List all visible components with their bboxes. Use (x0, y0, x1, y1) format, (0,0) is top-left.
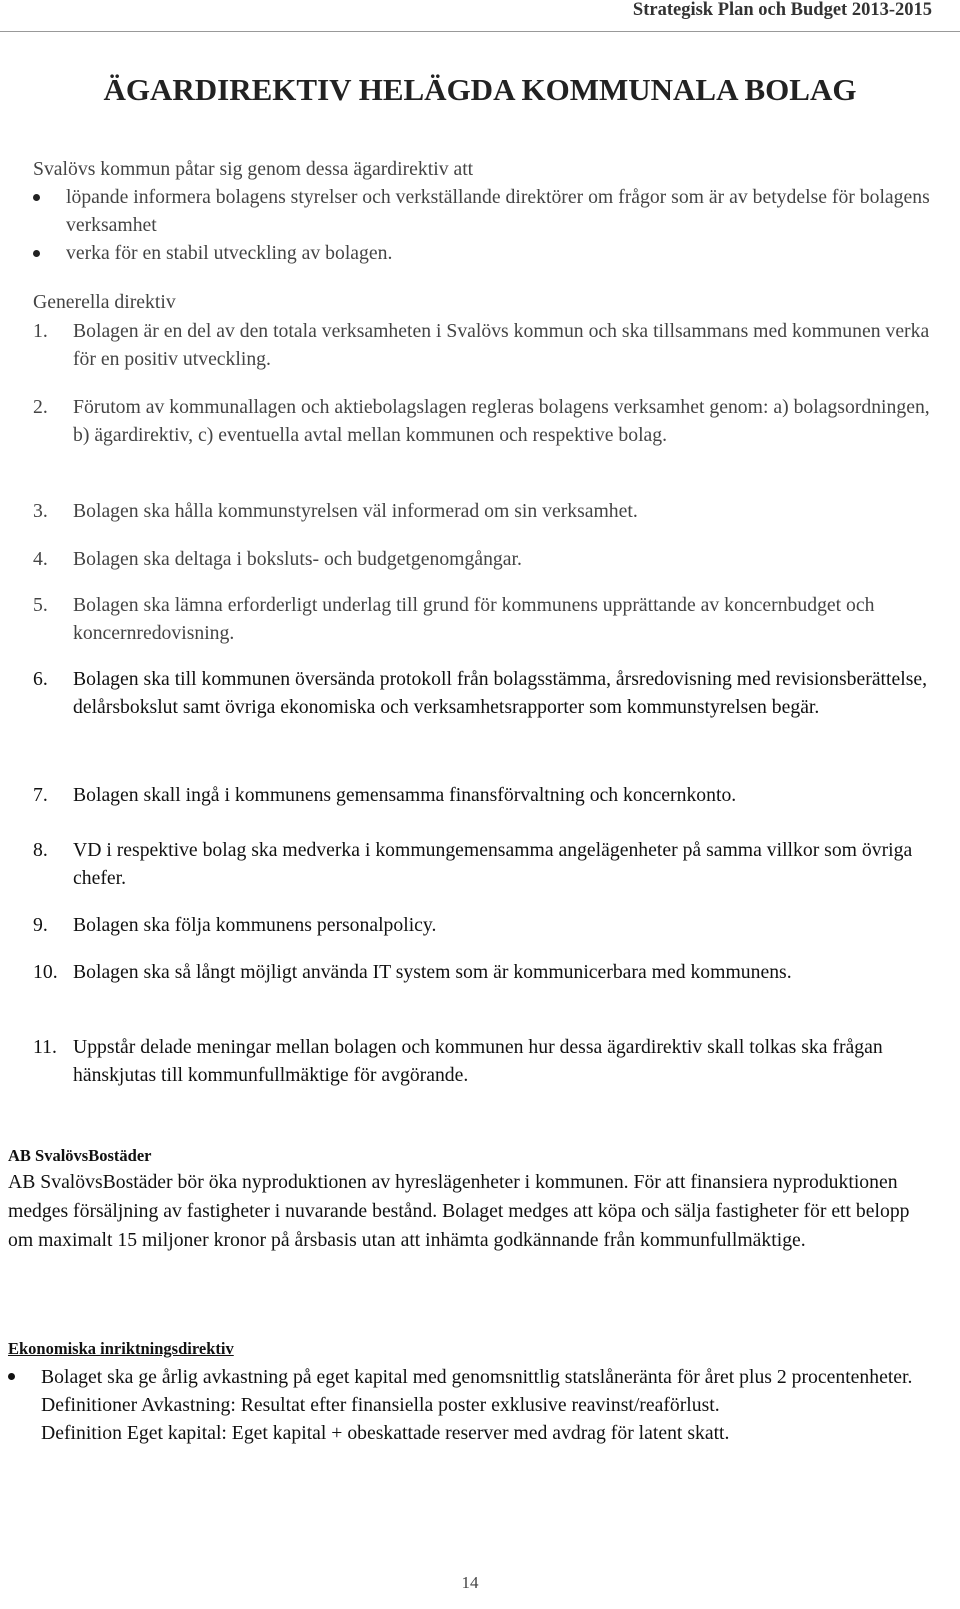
general-item-9 (33, 911, 945, 939)
intro-lead: Svalövs kommun påtar sig genom dessa ägardirektiv att (33, 158, 474, 180)
list-item (8, 1363, 938, 1391)
general-item-4 (33, 545, 945, 573)
general-item-8 (33, 836, 945, 892)
item-number: 1. (33, 320, 48, 342)
general-item-6 (33, 665, 945, 721)
intro-bullet-list (33, 183, 945, 267)
svalovsbostader-heading: AB SvalövsBostäder (8, 1146, 152, 1165)
general-item-10 (33, 958, 945, 986)
bullet-text: verka för en stabil utveckling av bolagen. (66, 242, 393, 264)
item-number: 11. (33, 1036, 57, 1058)
economic-bullet-text: Bolaget ska ge årlig avkastning på eget kapital med genomsnittlig statslåneränta för året plus 2 procentenheter. (41, 1366, 913, 1388)
running-header: Strategisk Plan och Budget 2013-2015 (632, 0, 932, 20)
svalovsbostader-paragraph (8, 1168, 938, 1255)
page-title: ÄGARDIREKTIV HELÄGDA KOMMUNALA BOLAG (103, 72, 857, 107)
item-number: 7. (33, 784, 48, 806)
item-text: Bolagen ska så långt möjligt använda IT system som är kommunicerbara med kommunens. (73, 961, 792, 983)
list-item (33, 183, 945, 239)
item-number: 3. (33, 500, 48, 522)
item-text: Bolagen ska deltaga i boksluts- och budgetgenomgångar. (73, 548, 522, 570)
general-item-7 (33, 781, 945, 809)
bullet-text: löpande informera bolagens styrelser och verkställande direktörer om frågor som är av betydelse för bolagens verksamhet (66, 186, 930, 236)
general-item-1 (33, 317, 945, 373)
page-number: 14 (461, 1573, 479, 1592)
item-number: 8. (33, 839, 48, 861)
general-item-2 (33, 393, 945, 449)
item-number: 4. (33, 548, 48, 570)
item-text: Bolagen ska lämna erforderligt underlag till grund för kommunens upprättande av koncernbudget och koncernredovisning. (73, 594, 875, 644)
item-number: 9. (33, 914, 48, 936)
item-text: Förutom av kommunallagen och aktiebolagslagen regleras bolagens verksamhet genom: a) bolagsordningen, b) ägardirektiv, c) eventuella avtal mellan kommunen och respektive bolag. (73, 396, 930, 446)
item-text: Bolagen ska följa kommunens personalpolicy. (73, 914, 437, 936)
general-item-5 (33, 591, 945, 647)
general-heading: Generella direktiv (33, 291, 176, 313)
economic-list (8, 1363, 938, 1447)
list-item (33, 239, 945, 267)
intro-section (33, 155, 945, 267)
header-rule (0, 31, 960, 32)
item-number: 10. (33, 961, 58, 983)
item-number: 5. (33, 594, 48, 616)
item-text: Uppstår delade meningar mellan bolagen och kommunen hur dessa ägardirektiv skall tolkas ska frågan hänskjutas till kommunfullmäktige för avgörande. (73, 1036, 883, 1086)
economic-heading: Ekonomiska inriktningsdirektiv (8, 1339, 234, 1358)
bullet-icon (33, 194, 40, 201)
item-text: Bolagen ska till kommunen översända protokoll från bolagsstämma, årsredovisning med revisionsberättelse, delårsbokslut samt övriga ekonomiska och verksamhetsrapporter som kommunstyrelsen begär. (73, 668, 928, 718)
item-number: 6. (33, 668, 48, 690)
item-text: Bolagen är en del av den totala verksamheten i Svalövs kommun och ska tillsammans med kommunen verka för en positiv utveckling. (73, 320, 930, 370)
general-item-11 (33, 1033, 945, 1089)
item-number: 2. (33, 396, 48, 418)
svalovsbostader-text: AB SvalövsBostäder bör öka nyproduktionen av hyreslägenheter i kommunen. För att finansiera nyproduktionen medges försäljning av fastigheter i nuvarande bestånd. Bolaget medges att köpa och sälja fastigheter för ett belopp om maximalt 15 miljoner kronor på årsbasis utan att inhämta godkännande från kommunfullmäktige. (8, 1171, 910, 1251)
general-item-3 (33, 497, 945, 525)
economic-definition-1: Definitioner Avkastning: Resultat efter finansiella poster exklusive reavinst/reaförlust. (41, 1394, 720, 1416)
bullet-icon (8, 1373, 15, 1380)
economic-definition-2: Definition Eget kapital: Eget kapital + obeskattade reserver med avdrag för latent skatt. (41, 1422, 730, 1444)
bullet-icon (33, 250, 40, 257)
item-text: VD i respektive bolag ska medverka i kommungemensamma angelägenheter på samma villkor som övriga chefer. (73, 839, 913, 889)
item-text: Bolagen ska hålla kommunstyrelsen väl informerad om sin verksamhet. (73, 500, 638, 522)
item-text: Bolagen skall ingå i kommunens gemensamma finansförvaltning och koncernkonto. (73, 784, 737, 806)
